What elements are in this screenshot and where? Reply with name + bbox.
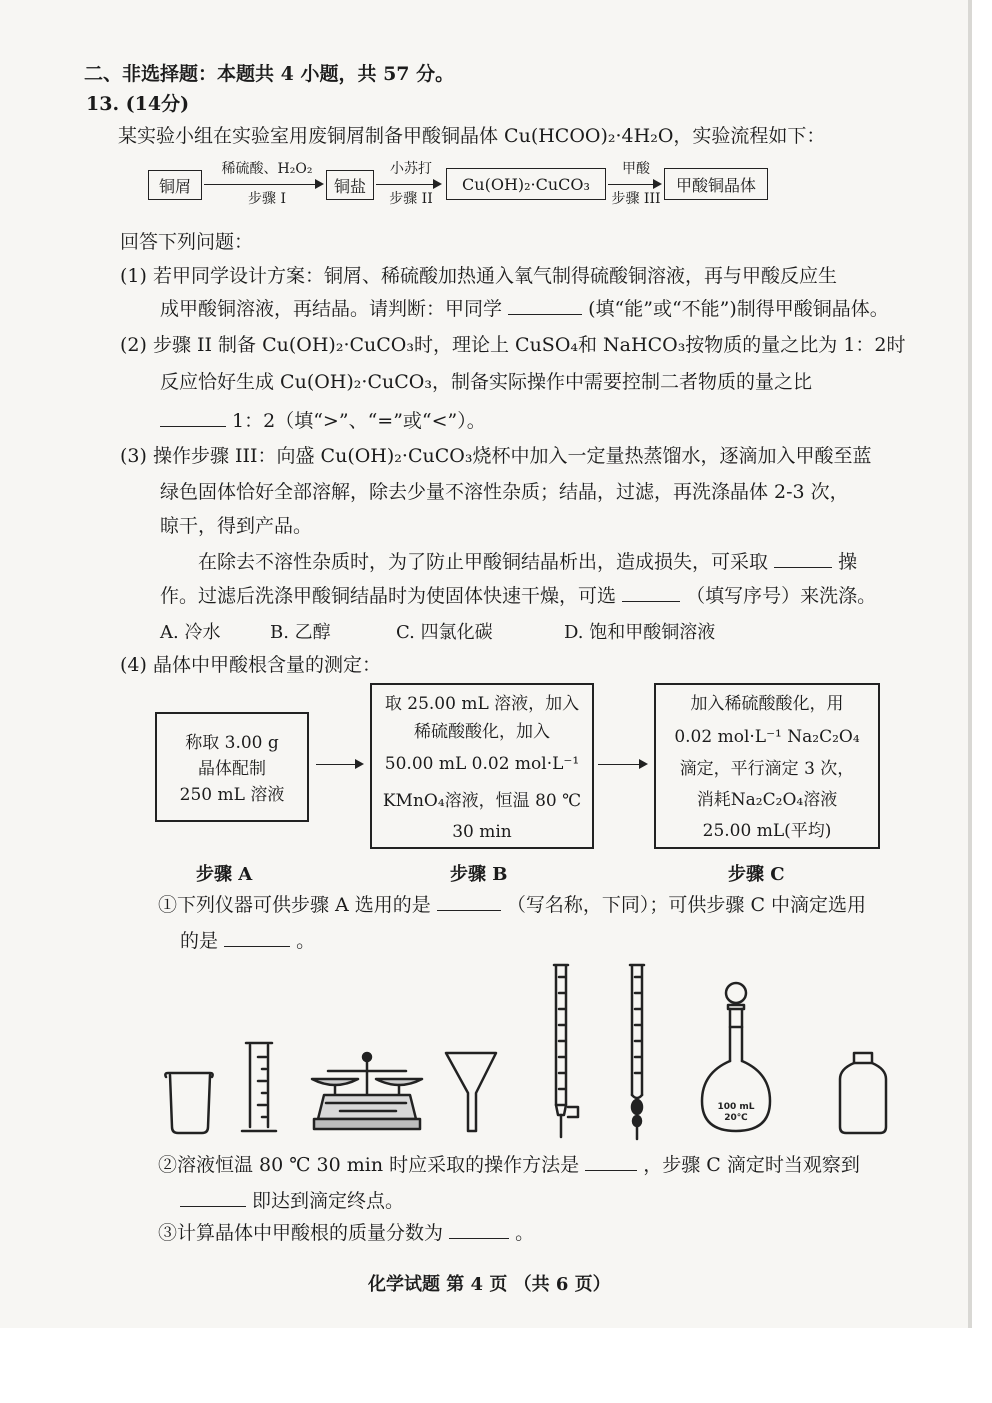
q2-line3-text: 1：2（填“>”、“=”或“<”）。 <box>232 410 486 432</box>
q3-blank-option[interactable] <box>622 583 680 602</box>
q4-sub2-blank-endpoint[interactable] <box>180 1188 246 1207</box>
step-c-line: 消耗Na₂C₂O₄溶液 <box>696 790 838 810</box>
flow-box-copper-salt: 铜盐 <box>326 170 374 200</box>
reagent-bottle-icon <box>840 1053 886 1133</box>
flow-step-1: 步骤 I <box>248 191 286 207</box>
step-c-label: 步骤 C <box>728 864 785 885</box>
q2-line1: (2) 步骤 II 制备 Cu(OH)₂·CuCO₃时，理论上 CuSO₄和 NaHCO₃按物质的量之比为 1：2时 <box>120 334 906 356</box>
q4-sub2-text-2: ，步骤 C 滴定时当观察到 <box>643 1154 860 1176</box>
flow-box-copper-scrap: 铜屑 <box>148 170 202 200</box>
q4-sub2-blank-operation[interactable] <box>585 1152 637 1171</box>
q4-sub1-text-2: （写名称，下同）；可供步骤 C 中滴定选用 <box>506 894 867 916</box>
step-a-label: 步骤 A <box>196 864 253 885</box>
flow-reagent-1: 稀硫酸、H₂O₂ <box>221 161 313 177</box>
step-c-line: 滴定，平行滴定 3 次， <box>679 759 855 779</box>
balance-scale-icon <box>312 1053 422 1129</box>
q3-line5 <box>160 583 876 608</box>
q3-line5-text: 作。过滤后洗涤甲酸铜结晶时为使固体快速干燥，可选 <box>160 585 617 607</box>
q4-title: (4) 晶体中甲酸根含量的测定： <box>120 654 381 676</box>
q1-line2 <box>160 296 889 321</box>
question-intro: 某实验小组在实验室用废铜屑制备甲酸铜晶体 Cu(HCOO)₂·4H₂O，实验流程如下： <box>118 125 826 147</box>
q4-sub1-blank-step-c[interactable] <box>224 928 290 947</box>
q3-line4-text: 在除去不溶性杂质时，为了防止甲酸铜结晶析出，造成损失，可采取 <box>198 551 769 573</box>
step-b-line: 50.00 mL 0.02 mol·L⁻¹ <box>384 754 580 774</box>
q4-sub1-period: 。 <box>296 930 316 952</box>
q3-option-a: A. 冷水 <box>160 622 221 643</box>
step-a-line: 250 mL 溶液 <box>179 785 285 805</box>
flow-arrow-2 <box>376 184 440 185</box>
flow-arrow-3 <box>608 184 660 185</box>
graduated-cylinder-icon <box>242 1043 276 1131</box>
beaker-icon <box>165 1073 212 1133</box>
step-b-line: 取 25.00 mL 溶液，加入 <box>384 694 580 714</box>
step-b-label: 步骤 B <box>450 864 508 885</box>
step-arrow-b-c <box>598 764 646 765</box>
q3-option-b: B. 乙醇 <box>270 622 331 643</box>
q4-sub2-text-3: 即达到滴定终点。 <box>252 1190 405 1212</box>
step-a-line: 晶体配制 <box>198 759 266 779</box>
q3-line4 <box>198 549 857 574</box>
flow-reagent-2: 小苏打 <box>390 161 432 177</box>
step-c-box <box>654 683 880 849</box>
step-c-line: 0.02 mol·L⁻¹ Na₂C₂O₄ <box>674 727 860 747</box>
acid-burette-icon <box>554 965 578 1137</box>
q3-line5-suffix: （填写序号）来洗涤。 <box>686 585 877 607</box>
flask-capacity-label: 100 mL <box>717 1102 755 1112</box>
step-c-line: 25.00 mL(平均) <box>702 821 832 841</box>
step-b-box <box>370 683 594 849</box>
step-b-line: 30 min <box>452 822 512 842</box>
q3-line4-suffix: 操 <box>838 551 858 573</box>
q3-blank-operation[interactable] <box>774 549 832 568</box>
flask-temperature-label: 20℃ <box>724 1113 748 1123</box>
q4-sub1-text: ①下列仪器可供步骤 A 选用的是 <box>158 894 431 916</box>
flow-box-basic-copper-carbonate: Cu(OH)₂·CuCO₃ <box>446 168 606 200</box>
step-arrow-a-b <box>316 764 362 765</box>
q3-line1: (3) 操作步骤 III：向盛 Cu(OH)₂·CuCO₃烧杯中加入一定量热蒸馏水，逐滴加入甲酸至蓝 <box>120 445 872 467</box>
q3-line3: 晾干，得到产品。 <box>160 515 313 537</box>
flow-step-3: 步骤 III <box>611 191 661 207</box>
q3-option-c: C. 四氯化碳 <box>396 622 493 643</box>
flow-box-copper-formate-crystal: 甲酸铜晶体 <box>664 168 768 200</box>
answer-prompt: 回答下列问题： <box>120 231 254 253</box>
q2-answer-blank[interactable] <box>160 408 226 427</box>
step-b-line: 稀硫酸酸化，加入 <box>414 722 550 742</box>
q2-line3 <box>160 408 486 433</box>
q4-sub2-text: ②溶液恒温 80 ℃ 30 min 时应采取的操作方法是 <box>158 1154 580 1176</box>
step-c-line: 加入稀硫酸酸化，用 <box>690 694 844 714</box>
q1-line2-text: 成甲酸铜溶液，再结晶。请判断：甲同学 <box>160 298 503 320</box>
step-a-box <box>155 712 309 822</box>
q4-sub2-line2 <box>180 1188 404 1213</box>
base-burette-icon <box>630 965 644 1139</box>
q3-option-d: D. 饱和甲酸铜溶液 <box>564 622 716 643</box>
q4-sub1-blank-step-a[interactable] <box>437 892 501 911</box>
q1-line1: (1) 若甲同学设计方案：铜屑、稀硫酸加热通入氧气制得硫酸铜溶液，再与甲酸反应生 <box>120 265 837 287</box>
step-b-line: KMnO₄溶液，恒温 80 ℃ <box>382 791 582 811</box>
section-title: 二、非选择题：本题共 4 小题，共 57 分。 <box>84 63 455 85</box>
q4-sub1-line1 <box>158 892 866 917</box>
q4-sub1-text-3: 的是 <box>180 930 219 952</box>
q4-sub3-period: 。 <box>515 1222 535 1244</box>
step-a-line: 称取 3.00 g <box>185 733 279 753</box>
funnel-icon <box>446 1053 496 1131</box>
q2-line2: 反应恰好生成 Cu(OH)₂·CuCO₃，制备实际操作中需要控制二者物质的量之比 <box>160 371 812 393</box>
flow-reagent-3: 甲酸 <box>622 161 650 177</box>
q4-sub3-blank[interactable] <box>449 1220 509 1239</box>
q3-line2: 绿色固体恰好全部溶解，除去少量不溶性杂质；结晶，过滤，再洗涤晶体 2-3 次， <box>160 481 849 503</box>
q1-answer-blank[interactable] <box>508 296 582 315</box>
page-footer: 化学试题 第 4 页 （共 6 页） <box>368 1274 611 1295</box>
question-number: 13. (14分) <box>86 93 190 115</box>
q4-sub2-line1 <box>158 1152 860 1177</box>
flow-arrow-1 <box>204 184 322 185</box>
page-edge-shadow <box>968 0 972 1328</box>
q4-sub3-line <box>158 1220 534 1245</box>
q4-sub3-text: ③计算晶体中甲酸根的质量分数为 <box>158 1222 444 1244</box>
q1-line2-suffix: (填“能”或“不能”)制得甲酸铜晶体。 <box>588 298 889 320</box>
flow-step-2: 步骤 II <box>389 191 433 207</box>
q4-sub1-line2 <box>180 928 315 953</box>
apparatus-row <box>150 955 910 1150</box>
